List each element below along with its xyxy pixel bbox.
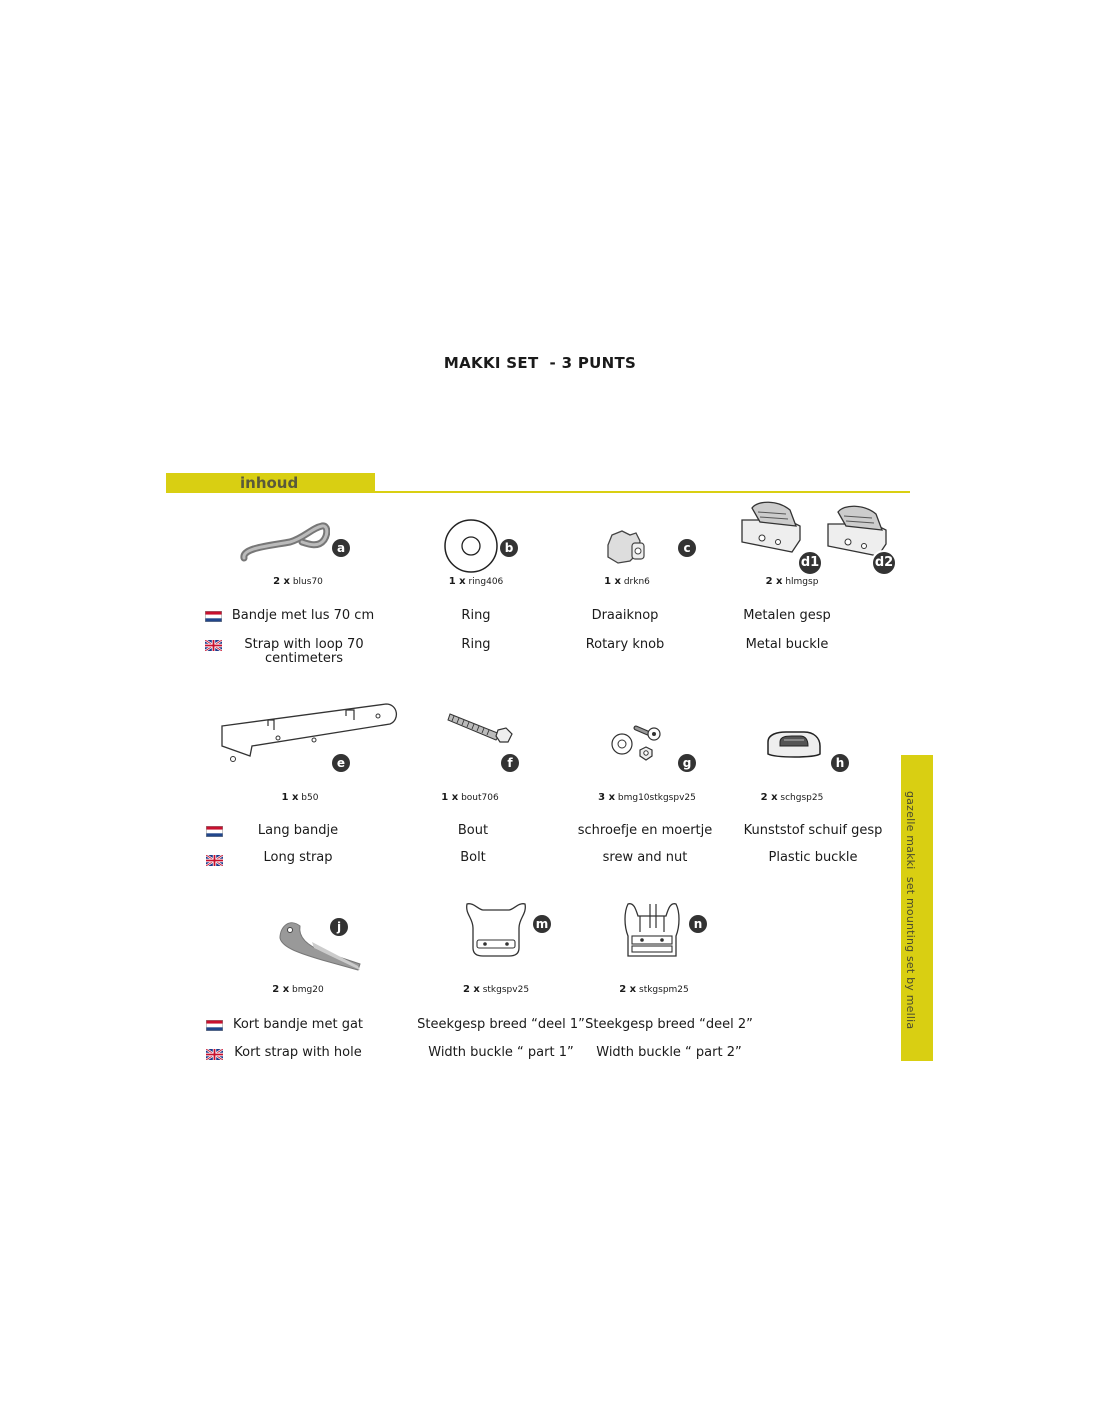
item-name-en-d: Metal buckle xyxy=(745,637,829,652)
dutch-flag-icon xyxy=(206,826,223,837)
rotary-knob-illustration xyxy=(602,527,648,567)
item-name-nl-m: Steekgesp breed “deel 1” xyxy=(417,1017,585,1032)
item-badge-a: a xyxy=(332,539,350,557)
width-buckle-part-2-illustration xyxy=(620,898,684,962)
item-badge-m: m xyxy=(533,915,551,933)
item-badge-g: g xyxy=(678,754,696,772)
item-qty-h: 2 x schgsp25 xyxy=(760,792,824,803)
side-band-text: gazelle makki set mounting set by mellia xyxy=(904,791,917,1030)
item-name-en-h: Plastic buckle xyxy=(768,850,858,865)
item-name-en-j: Kort strap with hole xyxy=(234,1045,362,1060)
item-name-nl-h: Kunststof schuif gesp xyxy=(743,823,883,838)
item-badge-f: f xyxy=(501,754,519,772)
item-name-en-c: Rotary knob xyxy=(585,637,665,652)
item-name-nl-c: Draaiknop xyxy=(591,608,659,623)
item-qty-d: 2 x hlmgsp xyxy=(765,576,819,587)
item-qty-b: 1 x ring406 xyxy=(448,576,504,587)
item-badge-b: b xyxy=(500,539,518,557)
item-qty-g: 3 x bmg10stkgspv25 xyxy=(598,792,696,803)
item-name-nl-a: Bandje met lus 70 cm xyxy=(231,608,375,623)
item-name-nl-d: Metalen gesp xyxy=(743,608,831,623)
item-name-nl-b: Ring xyxy=(461,608,491,623)
width-buckle-part-1-illustration xyxy=(463,898,529,960)
item-badge-d2: d2 xyxy=(871,550,897,576)
item-name-en-a: Strap with loop 70 centimeters xyxy=(244,637,364,666)
item-badge-e: e xyxy=(332,754,350,772)
item-qty-m: 2 x stkgspv25 xyxy=(462,984,530,995)
page-title: MAKKI SET - 3 PUNTS xyxy=(443,354,637,372)
strap-with-loop-illustration xyxy=(238,520,330,568)
item-name-nl-j: Kort bandje met gat xyxy=(232,1017,364,1032)
item-name-en-g: srew and nut xyxy=(602,850,688,865)
metal-buckle-illustration-d1 xyxy=(738,500,804,554)
bolt-illustration xyxy=(446,708,516,748)
item-badge-d1: d1 xyxy=(797,550,823,576)
long-strap-illustration xyxy=(218,700,400,768)
item-qty-e: 1 x b50 xyxy=(281,792,319,803)
item-badge-c: c xyxy=(678,539,696,557)
item-badge-n: n xyxy=(689,915,707,933)
item-qty-f: 1 x bout706 xyxy=(441,792,499,803)
item-qty-a: 2 x blus70 xyxy=(273,576,323,587)
section-divider xyxy=(375,491,910,493)
item-qty-j: 2 x bmg20 xyxy=(272,984,324,995)
screw-and-nut-illustration xyxy=(610,718,666,766)
item-qty-n: 2 x stkgspm25 xyxy=(619,984,689,995)
item-name-en-b: Ring xyxy=(461,637,491,652)
item-name-en-m: Width buckle “ part 1” xyxy=(428,1045,574,1060)
uk-flag-icon xyxy=(205,640,222,651)
item-qty-c: 1 x drkn6 xyxy=(604,576,650,587)
side-band xyxy=(901,755,933,1061)
item-name-en-n: Width buckle “ part 2” xyxy=(596,1045,742,1060)
short-strap-with-hole-illustration xyxy=(272,908,366,974)
item-name-nl-g: schroefje en moertje xyxy=(577,823,713,838)
section-tab xyxy=(166,473,375,493)
uk-flag-icon xyxy=(206,855,223,866)
ring-illustration xyxy=(443,518,501,576)
plastic-buckle-illustration xyxy=(764,728,824,762)
item-name-nl-n: Steekgesp breed “deel 2” xyxy=(585,1017,753,1032)
item-name-en-e: Long strap xyxy=(263,850,333,865)
item-name-en-f: Bolt xyxy=(460,850,486,865)
item-badge-j: j xyxy=(330,918,348,936)
item-name-nl-f: Bout xyxy=(457,823,489,838)
section-label: inhoud xyxy=(240,474,299,492)
item-name-nl-e: Lang bandje xyxy=(257,823,339,838)
item-badge-h: h xyxy=(831,754,849,772)
